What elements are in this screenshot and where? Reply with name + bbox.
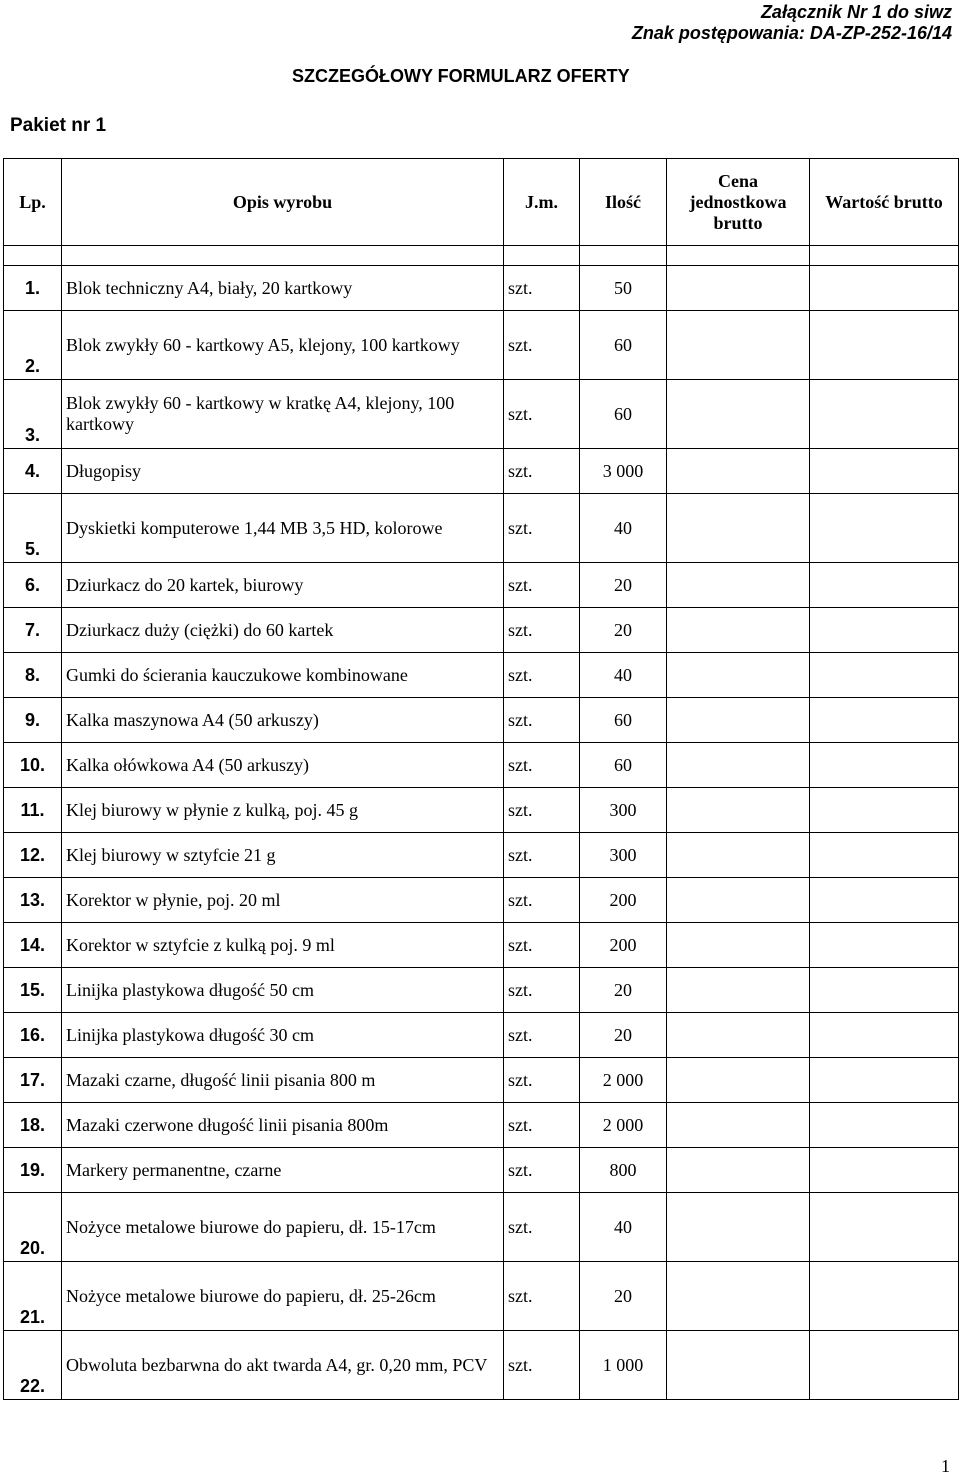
unit-price-cell xyxy=(667,743,810,788)
table-row xyxy=(4,266,959,311)
unit-price-cell xyxy=(667,788,810,833)
item-description: Blok zwykły 60 - kartkowy A5, klejony, 100 kartkowy xyxy=(62,311,504,380)
row-number: 18. xyxy=(4,1103,62,1148)
item-quantity: 60 xyxy=(580,311,667,380)
column-header-value: Wartość brutto xyxy=(810,159,959,246)
table-row xyxy=(4,1058,959,1103)
value-cell xyxy=(810,311,959,380)
item-description: Blok zwykły 60 - kartkowy w kratkę A4, klejony, 100 kartkowy xyxy=(62,380,504,449)
value-cell xyxy=(810,449,959,494)
item-quantity: 2 000 xyxy=(580,1058,667,1103)
table-row xyxy=(4,1103,959,1148)
table-row xyxy=(4,743,959,788)
value-cell xyxy=(810,1148,959,1193)
item-description: Mazaki czerwone długość linii pisania 800m xyxy=(62,1103,504,1148)
row-number: 8. xyxy=(4,653,62,698)
item-unit: szt. xyxy=(504,653,580,698)
item-quantity: 300 xyxy=(580,788,667,833)
value-cell xyxy=(810,743,959,788)
unit-price-cell xyxy=(667,968,810,1013)
value-cell xyxy=(810,698,959,743)
unit-price-cell xyxy=(667,311,810,380)
item-quantity: 60 xyxy=(580,743,667,788)
row-number: 13. xyxy=(4,878,62,923)
table-row xyxy=(4,1331,959,1400)
item-quantity: 40 xyxy=(580,494,667,563)
row-number: 16. xyxy=(4,1013,62,1058)
item-quantity: 200 xyxy=(580,878,667,923)
value-cell xyxy=(810,833,959,878)
item-quantity: 20 xyxy=(580,1013,667,1058)
item-quantity: 50 xyxy=(580,266,667,311)
row-number: 9. xyxy=(4,698,62,743)
unit-price-cell xyxy=(667,1058,810,1103)
item-unit: szt. xyxy=(504,563,580,608)
table-body xyxy=(4,266,959,1400)
item-description: Mazaki czarne, długość linii pisania 800 m xyxy=(62,1058,504,1103)
item-unit: szt. xyxy=(504,833,580,878)
item-unit: szt. xyxy=(504,1193,580,1262)
row-number: 3. xyxy=(4,380,62,449)
item-quantity: 2 000 xyxy=(580,1103,667,1148)
item-quantity: 800 xyxy=(580,1148,667,1193)
value-cell xyxy=(810,878,959,923)
unit-price-cell xyxy=(667,608,810,653)
form-title: SZCZEGÓŁOWY FORMULARZ OFERTY xyxy=(292,66,630,86)
unit-price-cell xyxy=(667,1193,810,1262)
item-unit: szt. xyxy=(504,878,580,923)
package-label: Pakiet nr 1 xyxy=(10,115,107,136)
table-row xyxy=(4,1193,959,1262)
row-number: 7. xyxy=(4,608,62,653)
unit-price-cell xyxy=(667,653,810,698)
row-number: 15. xyxy=(4,968,62,1013)
unit-price-cell xyxy=(667,878,810,923)
item-unit: szt. xyxy=(504,1331,580,1400)
row-number: 12. xyxy=(4,833,62,878)
value-cell xyxy=(810,494,959,563)
item-unit: szt. xyxy=(504,1103,580,1148)
table-row xyxy=(4,563,959,608)
procedure-number: Znak postępowania: DA-ZP-252-16/14 xyxy=(631,23,952,43)
item-quantity: 60 xyxy=(580,380,667,449)
item-description: Blok techniczny A4, biały, 20 kartkowy xyxy=(62,266,504,311)
table-row xyxy=(4,968,959,1013)
value-cell xyxy=(810,923,959,968)
row-number: 6. xyxy=(4,563,62,608)
value-cell xyxy=(810,788,959,833)
row-number: 21. xyxy=(4,1262,62,1331)
item-quantity: 20 xyxy=(580,1262,667,1331)
item-description: Klej biurowy w płynie z kulką, poj. 45 g xyxy=(62,788,504,833)
item-unit: szt. xyxy=(504,1262,580,1331)
value-cell xyxy=(810,1013,959,1058)
attachment-label: Załącznik Nr 1 do siwz xyxy=(760,2,952,22)
table-header-row xyxy=(4,159,959,246)
table-row xyxy=(4,833,959,878)
document-header xyxy=(632,2,952,44)
item-unit: szt. xyxy=(504,494,580,563)
item-description: Dziurkacz do 20 kartek, biurowy xyxy=(62,563,504,608)
item-description: Dyskietki komputerowe 1,44 MB 3,5 HD, kolorowe xyxy=(62,494,504,563)
page-number: 1 xyxy=(941,1456,950,1476)
unit-price-cell xyxy=(667,1331,810,1400)
row-number: 14. xyxy=(4,923,62,968)
row-number: 10. xyxy=(4,743,62,788)
value-cell xyxy=(810,1193,959,1262)
unit-price-cell xyxy=(667,563,810,608)
item-description: Kalka maszynowa A4 (50 arkuszy) xyxy=(62,698,504,743)
item-unit: szt. xyxy=(504,1148,580,1193)
item-quantity: 20 xyxy=(580,968,667,1013)
item-quantity: 40 xyxy=(580,1193,667,1262)
item-description: Dziurkacz duży (ciężki) do 60 kartek xyxy=(62,608,504,653)
table-row xyxy=(4,878,959,923)
item-description: Korektor w sztyfcie z kulką poj. 9 ml xyxy=(62,923,504,968)
table-row xyxy=(4,653,959,698)
unit-price-cell xyxy=(667,1103,810,1148)
item-description: Nożyce metalowe biurowe do papieru, dł. 15-17cm xyxy=(62,1193,504,1262)
item-quantity: 20 xyxy=(580,563,667,608)
table-row xyxy=(4,608,959,653)
column-header-description: Opis wyrobu xyxy=(62,159,504,246)
row-number: 17. xyxy=(4,1058,62,1103)
value-cell xyxy=(810,1331,959,1400)
row-number: 1. xyxy=(4,266,62,311)
value-cell xyxy=(810,1262,959,1331)
value-cell xyxy=(810,1103,959,1148)
table-row xyxy=(4,1148,959,1193)
item-unit: szt. xyxy=(504,698,580,743)
item-quantity: 300 xyxy=(580,833,667,878)
item-quantity: 3 000 xyxy=(580,449,667,494)
item-unit: szt. xyxy=(504,608,580,653)
row-number: 20. xyxy=(4,1193,62,1262)
item-quantity: 20 xyxy=(580,608,667,653)
unit-price-cell xyxy=(667,1262,810,1331)
column-header-unit-price: Cena jednostkowa brutto xyxy=(667,159,810,246)
item-description: Gumki do ścierania kauczukowe kombinowane xyxy=(62,653,504,698)
column-header-quantity: Ilość xyxy=(580,159,667,246)
item-description: Długopisy xyxy=(62,449,504,494)
unit-price-cell xyxy=(667,380,810,449)
item-description: Klej biurowy w sztyfcie 21 g xyxy=(62,833,504,878)
table-row xyxy=(4,698,959,743)
value-cell xyxy=(810,608,959,653)
item-description: Korektor w płynie, poj. 20 ml xyxy=(62,878,504,923)
item-description: Obwoluta bezbarwna do akt twarda A4, gr. 0,20 mm, PCV xyxy=(62,1331,504,1400)
unit-price-cell xyxy=(667,266,810,311)
item-unit: szt. xyxy=(504,449,580,494)
item-unit: szt. xyxy=(504,311,580,380)
table-row xyxy=(4,449,959,494)
value-cell xyxy=(810,1058,959,1103)
unit-price-cell xyxy=(667,449,810,494)
item-description: Kalka ołówkowa A4 (50 arkuszy) xyxy=(62,743,504,788)
row-number: 19. xyxy=(4,1148,62,1193)
value-cell xyxy=(810,968,959,1013)
item-description: Markery permanentne, czarne xyxy=(62,1148,504,1193)
unit-price-cell xyxy=(667,833,810,878)
item-unit: szt. xyxy=(504,266,580,311)
item-quantity: 60 xyxy=(580,698,667,743)
unit-price-cell xyxy=(667,923,810,968)
item-description: Nożyce metalowe biurowe do papieru, dł. 25-26cm xyxy=(62,1262,504,1331)
unit-price-cell xyxy=(667,698,810,743)
item-unit: szt. xyxy=(504,380,580,449)
item-quantity: 40 xyxy=(580,653,667,698)
value-cell xyxy=(810,380,959,449)
table-row xyxy=(4,1262,959,1331)
item-quantity: 200 xyxy=(580,923,667,968)
unit-price-cell xyxy=(667,1148,810,1193)
row-number: 22. xyxy=(4,1331,62,1400)
row-number: 4. xyxy=(4,449,62,494)
table-row xyxy=(4,923,959,968)
row-number: 2. xyxy=(4,311,62,380)
item-unit: szt. xyxy=(504,788,580,833)
table-row xyxy=(4,380,959,449)
table-row xyxy=(4,311,959,380)
value-cell xyxy=(810,563,959,608)
column-header-unit: J.m. xyxy=(504,159,580,246)
item-quantity: 1 000 xyxy=(580,1331,667,1400)
item-description: Linijka plastykowa długość 30 cm xyxy=(62,1013,504,1058)
table-row xyxy=(4,788,959,833)
value-cell xyxy=(810,653,959,698)
spacer-row xyxy=(4,246,959,266)
row-number: 5. xyxy=(4,494,62,563)
column-header-lp: Lp. xyxy=(4,159,62,246)
value-cell xyxy=(810,266,959,311)
table-row xyxy=(4,1013,959,1058)
item-unit: szt. xyxy=(504,1058,580,1103)
unit-price-cell xyxy=(667,1013,810,1058)
item-unit: szt. xyxy=(504,968,580,1013)
row-number: 11. xyxy=(4,788,62,833)
offer-table xyxy=(3,158,959,1400)
item-unit: szt. xyxy=(504,1013,580,1058)
table-row xyxy=(4,494,959,563)
item-unit: szt. xyxy=(504,923,580,968)
unit-price-cell xyxy=(667,494,810,563)
item-unit: szt. xyxy=(504,743,580,788)
item-description: Linijka plastykowa długość 50 cm xyxy=(62,968,504,1013)
